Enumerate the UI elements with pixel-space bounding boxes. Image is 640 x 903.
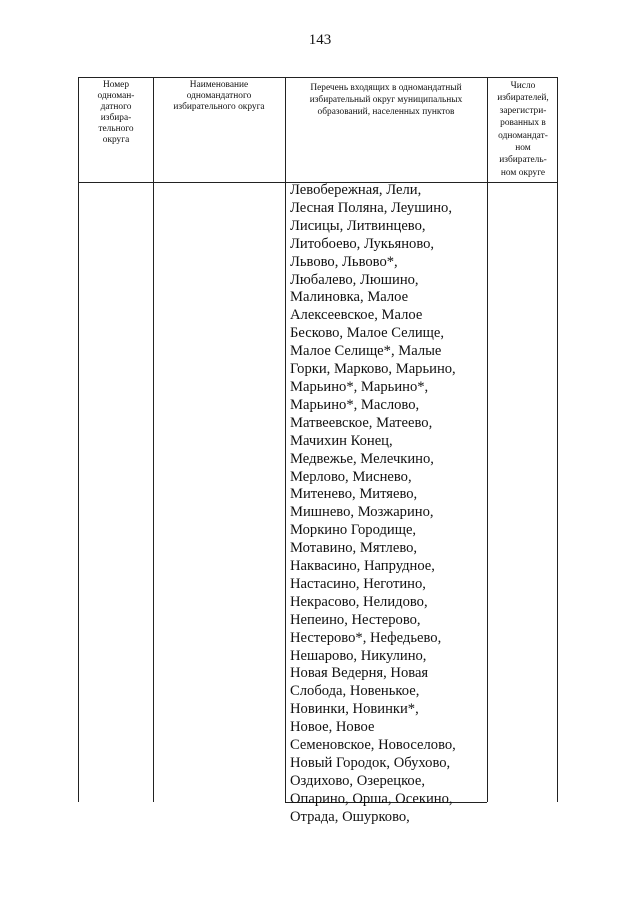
settlement-line: Наквасино, Напрудное, xyxy=(290,558,435,575)
settlement-list xyxy=(290,182,488,827)
settlement-line: Левобережная, Лели, xyxy=(290,182,422,198)
settlement-line: Новый Городок, Обухово, xyxy=(290,755,451,771)
header-municipalities: Перечень входящих в одномандатный избирательный округ муниципальных образований, населенных пунктов xyxy=(309,83,463,117)
settlement-line: Оздихово, Озерецкое, xyxy=(290,772,426,789)
settlement-line: Лесная Поляна, Леушино, xyxy=(290,199,452,216)
settlement-line: Литобоево, Лукьяново, xyxy=(290,235,435,252)
settlement-line: Опарино, Орша, Осекино, xyxy=(290,790,453,807)
settlement-line: Мотавино, Мятлево, xyxy=(290,540,418,557)
settlement-line: Мачихин Конец, xyxy=(290,432,393,449)
settlement-line: Настасино, Неготино, xyxy=(290,575,426,592)
settlement-line: Непеино, Нестерово, xyxy=(290,611,421,628)
settlement-line: Семеновское, Новоселово, xyxy=(290,737,456,754)
settlement-line: Марьино*, Маслово, xyxy=(290,396,420,413)
settlement-line: Лисицы, Литвинцево, xyxy=(290,217,426,234)
header-district-name: Наименование одномандатного избирательного округа xyxy=(173,80,265,112)
column-divider xyxy=(153,78,154,802)
settlement-line: Малое Селище*, Малые xyxy=(290,343,442,360)
settlement-line: Львово, Львово*, xyxy=(290,253,398,270)
settlement-line: Марьино*, Марьино*, xyxy=(290,378,429,395)
settlement-line: Алексеевское, Малое xyxy=(290,307,423,324)
settlement-line: Нешарово, Никулино, xyxy=(290,647,427,664)
settlement-line: Слобода, Новенькое, xyxy=(290,683,420,700)
settlement-line: Новое, Новое xyxy=(290,719,375,736)
settlement-line: Малиновка, Малое xyxy=(290,289,409,306)
settlement-line: Любалево, Люшино, xyxy=(290,271,419,288)
header-district-number: Номер одноман- датного избира- тельного округа xyxy=(97,80,135,145)
settlement-line: Новинки, Новинки*, xyxy=(290,701,419,718)
page-number: 143 xyxy=(308,32,332,48)
settlement-line: Новая Ведерня, Новая xyxy=(290,665,429,682)
settlement-line: Митенево, Митяево, xyxy=(290,486,418,503)
settlement-line: Мишнево, Мозжарино, xyxy=(290,504,434,521)
settlement-line: Моркино Городище, xyxy=(290,522,417,539)
settlement-line: Нестерово*, Нефедьево, xyxy=(290,629,442,646)
settlement-line: Некрасово, Нелидово, xyxy=(290,593,428,610)
header-voter-count: Число избирателей, зарегистри- рованных в одномандат- ном избиратель- ном округе xyxy=(497,81,549,178)
settlement-line: Медвежье, Мелечкино, xyxy=(290,450,434,467)
settlement-line: Отрада, Ошурково, xyxy=(290,808,410,825)
settlement-line: Бесково, Малое Селище, xyxy=(290,325,445,342)
settlement-line: Матвеевское, Матеево, xyxy=(290,414,433,431)
settlement-line: Мерлово, Миснево, xyxy=(290,468,412,485)
settlement-line: Горки, Марково, Марьино, xyxy=(290,361,456,378)
column-divider xyxy=(285,78,286,802)
